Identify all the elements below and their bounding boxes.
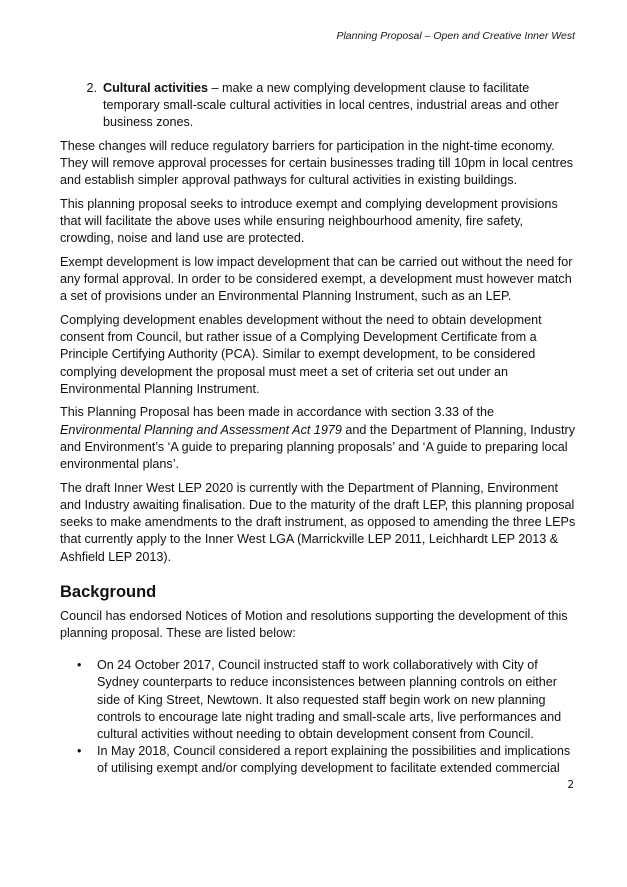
bullet-marker: •	[77, 658, 82, 673]
paragraph-exempt-development: Exempt development is low impact development that can be carried out without the need for any formal approval. In order to be considered exempt, a development must however match a set of provisions under an Environmental Planning Instrument, such as an LEP.	[60, 254, 573, 304]
bullet-text: In May 2018, Council considered a report explaining the possibilities and implications of utilising exempt and/or complying development to facilitate extended commercial	[97, 744, 571, 776]
list-item-description: – make a new complying development clause to facilitate temporary small-scale cultural activities in local centres, industrial areas and other business zones.	[103, 81, 559, 130]
legislation-text-after: and the Department of Planning, Industry and Environment’s ‘A guide to preparing planning proposals’ and ‘A guide to preparing local environmental plans’.	[60, 422, 576, 472]
list-item-text	[97, 80, 578, 132]
paragraph-night-time-economy: These changes will reduce regulatory barriers for participation in the night-time economy. They will remove approval processes for certain businesses trading till 10pm in local centres and establish simpler approval pathways for cultural activities in existing buildings.	[60, 138, 574, 188]
bullet-marker: •	[77, 744, 82, 759]
list-item-label: Cultural activities	[103, 81, 208, 95]
paragraph-background-intro: Council has endorsed Notices of Motion and resolutions supporting the development of this planning proposal. These are listed below:	[60, 608, 568, 640]
bullet-item	[60, 657, 578, 743]
document-body	[60, 80, 578, 778]
bullet-item	[60, 743, 578, 777]
paragraph-draft-lep: The draft Inner West LEP 2020 is currently with the Department of Planning, Environment and Industry awaiting finalisation. Due to the maturity of the draft LEP, this planning proposal seeks to make amendments to the draft instrument, as opposed to amending the three LEPs that currently apply to the Inner West LGA (Marrickville LEP 2011, Leichhardt LEP 2013 & Ashfield LEP 2013).	[60, 480, 576, 564]
bullet-text: On 24 October 2017, Council instructed staff to work collaboratively with City of Sydney counterparts to reduce inconsistences between planning controls on either side of King Street, Newtown. It also requested staff begin work on new planning controls to encourage late night trading and small-scale arts, live performances and cultural activities without needing to obtain development consent from Council.	[97, 658, 562, 741]
page-number: 2	[567, 779, 574, 791]
paragraph-complying-development: Complying development enables development without the need to obtain development consent from Council, but rather issue of a Complying Development Certificate from a Principle Certifying Authority (PCA). Similar to exempt development, to be considered complying development the proposal must meet a set of criteria set out under an Environmental Planning Instrument.	[60, 312, 542, 396]
page-header: Planning Proposal – Open and Creative Inner West	[336, 30, 575, 42]
background-bullet-list	[60, 657, 578, 777]
legislation-act-title: Environmental Planning and Assessment Act 1979	[60, 422, 342, 437]
paragraph-proposal-aims: This planning proposal seeks to introduce exempt and complying development provisions that will facilitate the above uses while ensuring neighbourhood amenity, fire safety, crowding, noise and land use are protected.	[60, 196, 558, 246]
paragraph-legislation	[60, 404, 578, 473]
legislation-text-before: This Planning Proposal has been made in accordance with section 3.33 of the	[60, 405, 495, 420]
section-heading-background: Background	[60, 582, 157, 601]
numbered-list-item	[60, 80, 578, 132]
list-number: 2.	[86, 81, 97, 95]
